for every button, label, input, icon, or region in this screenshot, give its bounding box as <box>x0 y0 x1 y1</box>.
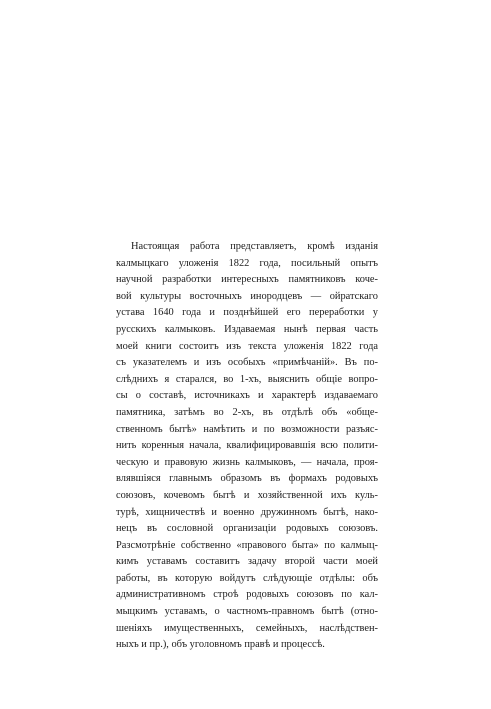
paragraph-line: ческую и правовую жизнь калмыковъ, — начала, проя- <box>116 456 378 468</box>
paragraph-line: работы, въ которую войдутъ слѣдующіе отдѣлы: объ <box>116 572 378 584</box>
paragraph-line: памятника, затѣмъ во 2-хъ, въ отдѣлѣ объ «обще- <box>116 406 378 418</box>
paragraph-line: русскихъ калмыковъ. Издаваемая нынѣ первая часть <box>116 323 378 335</box>
paragraph-line: нецъ въ сословной организаціи родовыхъ союзовъ. <box>116 523 378 535</box>
paragraph-line: научной разработки интересныхъ памятниковъ коче- <box>116 274 378 286</box>
paragraph-line: влявшіяся главнымъ образомъ въ формахъ родовыхъ <box>116 473 378 485</box>
paragraph-line: ственномъ бытѣ» намѣтить и по возможности разъяс- <box>116 423 378 435</box>
body-paragraph <box>116 239 378 654</box>
paragraph-line: мыцкимъ уставамъ, о частномъ-правномъ бытѣ (отно- <box>116 606 378 618</box>
paragraph-line: шеніяхъ имущественныхъ, семейныхъ, наслѣдствен- <box>116 622 378 634</box>
paragraph-line: калмыцкаго уложенія 1822 года, посильный опытъ <box>116 257 378 269</box>
paragraph-line: Разсмотрѣніе собственно «правового быта» по калмыц- <box>116 539 378 551</box>
paragraph-line: союзовъ, кочевомъ бытѣ и хозяйственной ихъ куль- <box>116 489 378 501</box>
paragraph-line: ныхъ и пр.), объ уголовномъ правѣ и процессѣ. <box>116 639 325 651</box>
paragraph-line: нить коренныя начала, квалифицировавшія всю полити- <box>116 440 378 452</box>
paragraph-line: административномъ строѣ родовыхъ союзовъ по кал- <box>116 589 378 601</box>
paragraph-line: вой культуры восточныхъ инородцевъ — ойратскаго <box>116 290 378 302</box>
paragraph-line: слѣднихъ я старался, во 1-хъ, выяснить общіе вопро- <box>116 373 378 385</box>
paragraph-line: турѣ, хищничествѣ и военно дружинномъ бытѣ, нако- <box>116 506 378 518</box>
paragraph-line: кимъ уставамъ составитъ задачу второй части моей <box>116 556 378 568</box>
paragraph-line: устава 1640 года и позднѣйшей его переработки у <box>116 307 378 319</box>
paragraph-line: моей книги состоитъ изъ текста уложенія 1822 года <box>116 340 378 352</box>
paragraph-line: Настоящая работа представляетъ, кромѣ изданія <box>131 241 378 252</box>
paragraph-line: съ указателемъ и изъ особыхъ «примѣчаній». Въ по- <box>116 357 378 369</box>
paragraph-line: сы о составѣ, источникахъ и характерѣ издаваемаго <box>116 390 378 402</box>
